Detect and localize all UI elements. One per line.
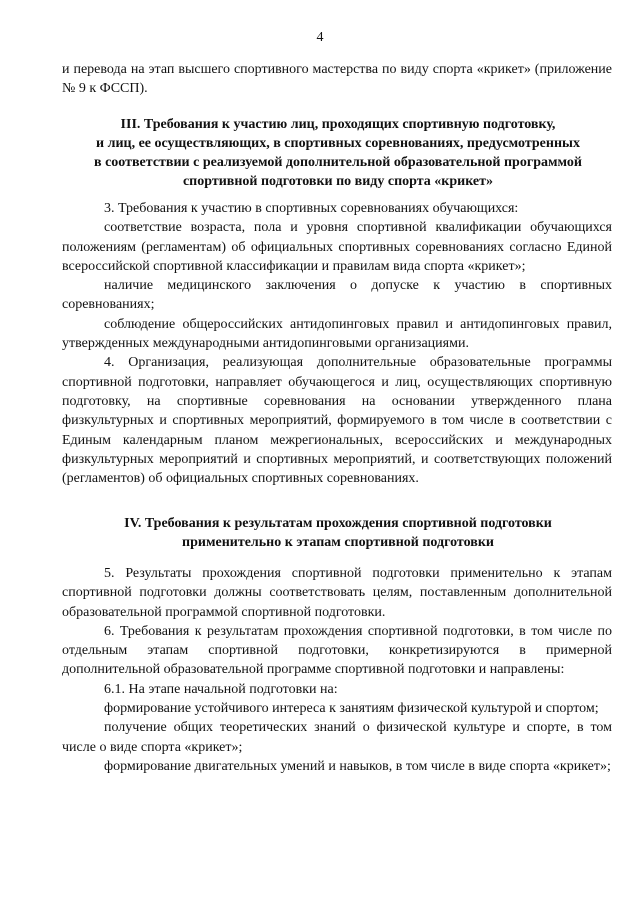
paragraph: 5. Результаты прохождения спортивной подготовки применительно к этапам спортивной подготовки должны соответствовать целям, поставленным дополнительной образовательной программой спортивной подготовки. [62,566,612,620]
heading-line: спортивной подготовки по виду спорта «крикет» [182,174,494,189]
paragraph: 4. Организация, реализующая дополнительные образовательные программы спортивной подготовки, направляет обучающегося и лиц, осуществляющих спортивную подготовку, на спортивные соревнования на основании утвержденного плана физкультурных и спортивных мероприятий, формируемого в том числе в соответствии с Единым календарным планом межрегиональных, всероссийских и международных физкультурных мероприятий и спортивных мероприятий, и соответствующих положений (регламентов) об официальных спортивных соревнованиях. [62,355,612,487]
paragraph: 6.1. На этапе начальной подготовки на: [104,681,338,697]
section-3-body [62,199,612,488]
page-number: 4 [316,30,324,45]
paragraph: 3. Требования к участию в спортивных соревнованиях обучающихся: [104,201,519,216]
paragraph: формирование двигательных умений и навыков, в том числе в виде спорта «крикет»; [104,758,611,774]
heading-line: IV. Требования к результатам прохождения спортивной подготовки [124,516,552,531]
section-3-heading [62,115,614,191]
intro-block [62,60,612,99]
paragraph: формирование устойчивого интереса к занятиям физической культурой и спортом; [104,701,599,717]
heading-line: в соответствии с реализуемой дополнительной образовательной программой [94,155,582,170]
section-4-heading [62,514,614,552]
section-4-body [62,564,612,776]
paragraph: получение общих теоретических знаний о физической культуре и спорте, в том числе о виде спорта «крикет»; [62,720,612,755]
paragraph: 6. Требования к результатам прохождения спортивной подготовки, в том числе по отдельным этапам спортивной подготовки, конкретизируются в примерной дополнительной образовательной программе спортивной подготовки и направлены: [62,623,612,678]
heading-line: III. Требования к участию лиц, проходящих спортивную подготовку, [120,117,556,132]
heading-line: применительно к этапам спортивной подготовки [182,535,494,550]
paragraph: соответствие возраста, пола и уровня спортивной квалификации обучающихся положениям (регламентам) об официальных спортивных соревнованиях согласно Единой всероссийской спортивной классификации и правилам вида спорта «крикет»; [62,220,612,274]
paragraph: соблюдение общероссийских антидопинговых правил и антидопинговых правил, утвержденных международными антидопинговыми организациями. [62,316,612,352]
paragraph: наличие медицинского заключения о допуске к участию в спортивных соревнованиях; [62,278,612,313]
intro-paragraph: и перевода на этап высшего спортивного мастерства по виду спорта «крикет» (приложение № 9 к ФССП). [62,62,612,97]
heading-line: и лиц, ее осуществляющих, в спортивных соревнованиях, предусмотренных [96,136,580,151]
